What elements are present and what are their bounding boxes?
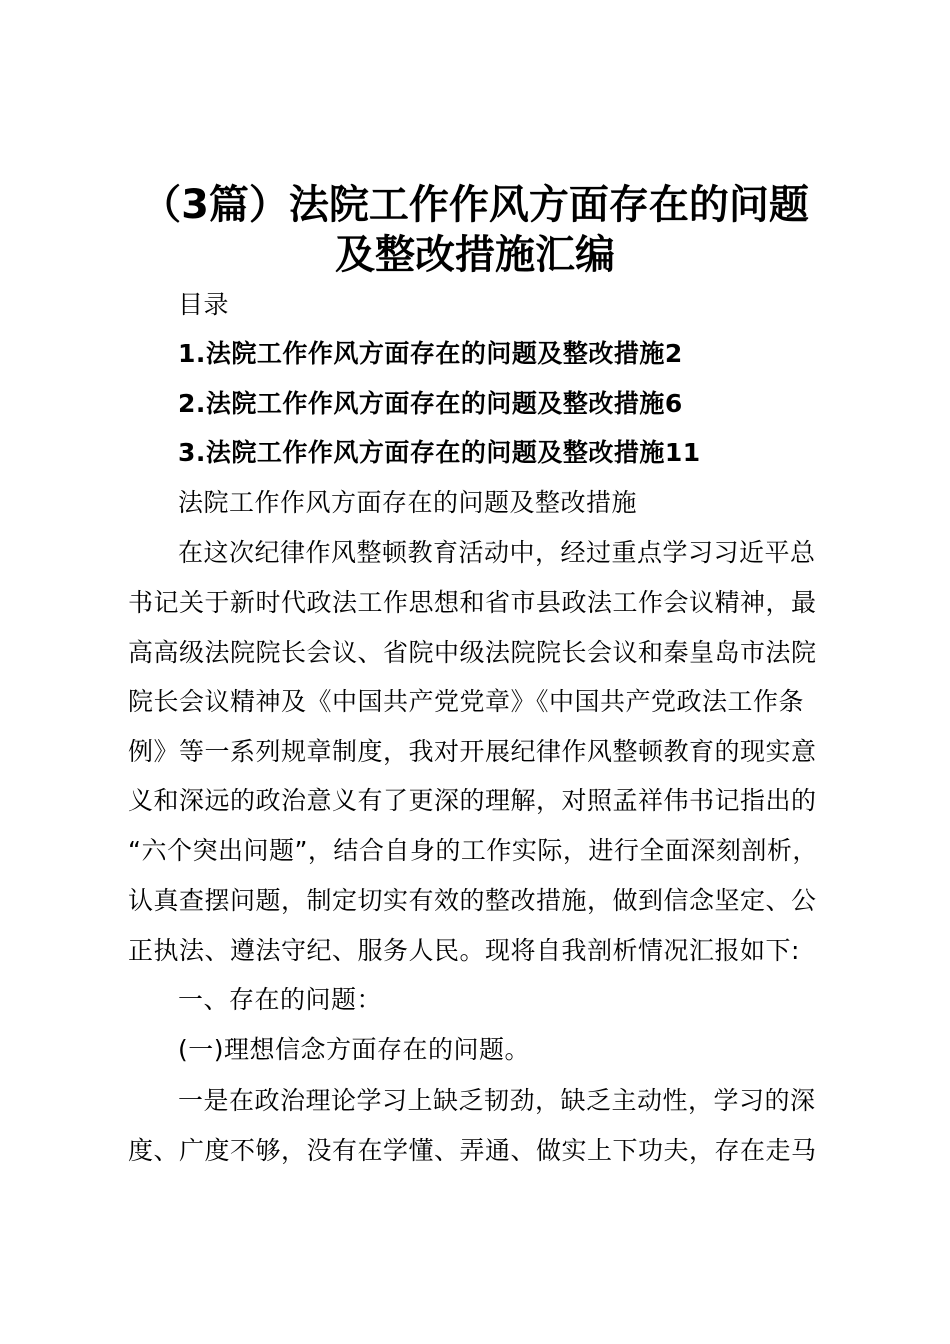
toc-item[interactable]: 1.法院工作作风方面存在的问题及整改措施2 [178, 339, 683, 368]
body-line: 度、广度不够，没有在学懂、弄通、做实上下功夫，存在走马 [128, 1136, 817, 1165]
body-line: 义和深远的政治意义有了更深的理解，对照孟祥伟书记指出的 [128, 786, 817, 815]
body-line: “六个突出问题”，结合自身的工作实际，进行全面深刻剖析， [128, 836, 818, 865]
subheading: (一)理想信念方面存在的问题。 [178, 1035, 531, 1064]
body-line: 认真查摆问题，制定切实有效的整改措施，做到信念坚定、公 [128, 886, 817, 915]
document-title-line-2: 及整改措施汇编 [335, 232, 615, 278]
toc-item[interactable]: 3.法院工作作风方面存在的问题及整改措施11 [178, 438, 701, 467]
body-line: 院长会议精神及《中国共产党党章》《中国共产党政法工作条 [128, 687, 805, 716]
section-title: 法院工作作风方面存在的问题及整改措施 [178, 488, 638, 517]
body-line: 在这次纪律作风整顿教育活动中，经过重点学习习近平总 [178, 538, 816, 567]
body-line: 一是在政治理论学习上缺乏韧劲，缺乏主动性，学习的深 [178, 1086, 816, 1115]
body-line: 例》等一系列规章制度，我对开展纪律作风整顿教育的现实意 [128, 737, 817, 766]
body-line: 高高级法院院长会议、省院中级法院院长会议和秦皇岛市法院 [128, 638, 817, 667]
body-line: 书记关于新时代政法工作思想和省市县政法工作会议精神，最 [128, 588, 817, 617]
subheading: 一、存在的问题： [178, 985, 383, 1014]
toc-heading: 目录 [178, 290, 230, 319]
document-title-line-1: （3篇）法院工作作风方面存在的问题 [141, 182, 809, 228]
toc-item[interactable]: 2.法院工作作风方面存在的问题及整改措施6 [178, 389, 683, 418]
body-line: 正执法、遵法守纪、服务人民。现将自我剖析情况汇报如下: [128, 936, 800, 965]
